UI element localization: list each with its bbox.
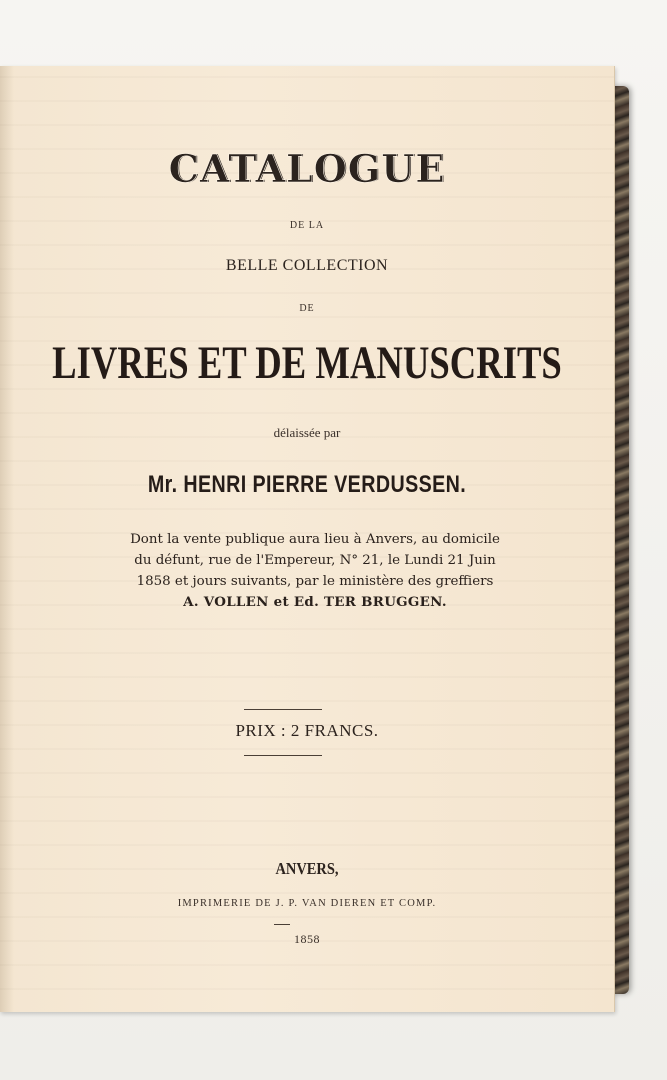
de-la-text: DE LA — [289, 220, 325, 231]
owner-name: Mr. HENRI PIERRE VERDUSSEN. — [147, 471, 467, 498]
year-text: 1858 — [294, 932, 320, 946]
de-text: DE — [299, 303, 315, 314]
sale-line-4: A. VOLLEN et Ed. TER BRUGGEN. — [183, 594, 447, 610]
city-text: ANVERS, — [275, 859, 339, 878]
catalogue-heading: CATALOGUE — [168, 146, 446, 191]
year-rule — [274, 924, 290, 925]
sale-details-paragraph — [60, 529, 570, 613]
printer-text: IMPRIMERIE DE J. P. VAN DIEREN ET COMP. — [177, 898, 437, 909]
price-text: PRIX : 2 FRANCS. — [235, 721, 379, 740]
price-rule-top — [244, 709, 322, 710]
sale-line-3: 1858 et jours suivants, par le ministère des greffiers — [136, 574, 494, 589]
delaissee-par-text: délaissée par — [273, 425, 341, 440]
price-rule-bottom — [244, 755, 322, 756]
page-edge-shadow — [0, 66, 14, 1012]
title-page — [0, 66, 615, 1012]
main-title: LIVRES ET DE MANUSCRITS — [52, 337, 562, 389]
sale-line-1: Dont la vente publique aura lieu à Anvers, au domicile — [130, 532, 500, 547]
sale-line-2: du défunt, rue de l'Empereur, N° 21, le Lundi 21 Juin — [134, 553, 496, 568]
belle-collection-text: BELLE COLLECTION — [225, 257, 389, 274]
